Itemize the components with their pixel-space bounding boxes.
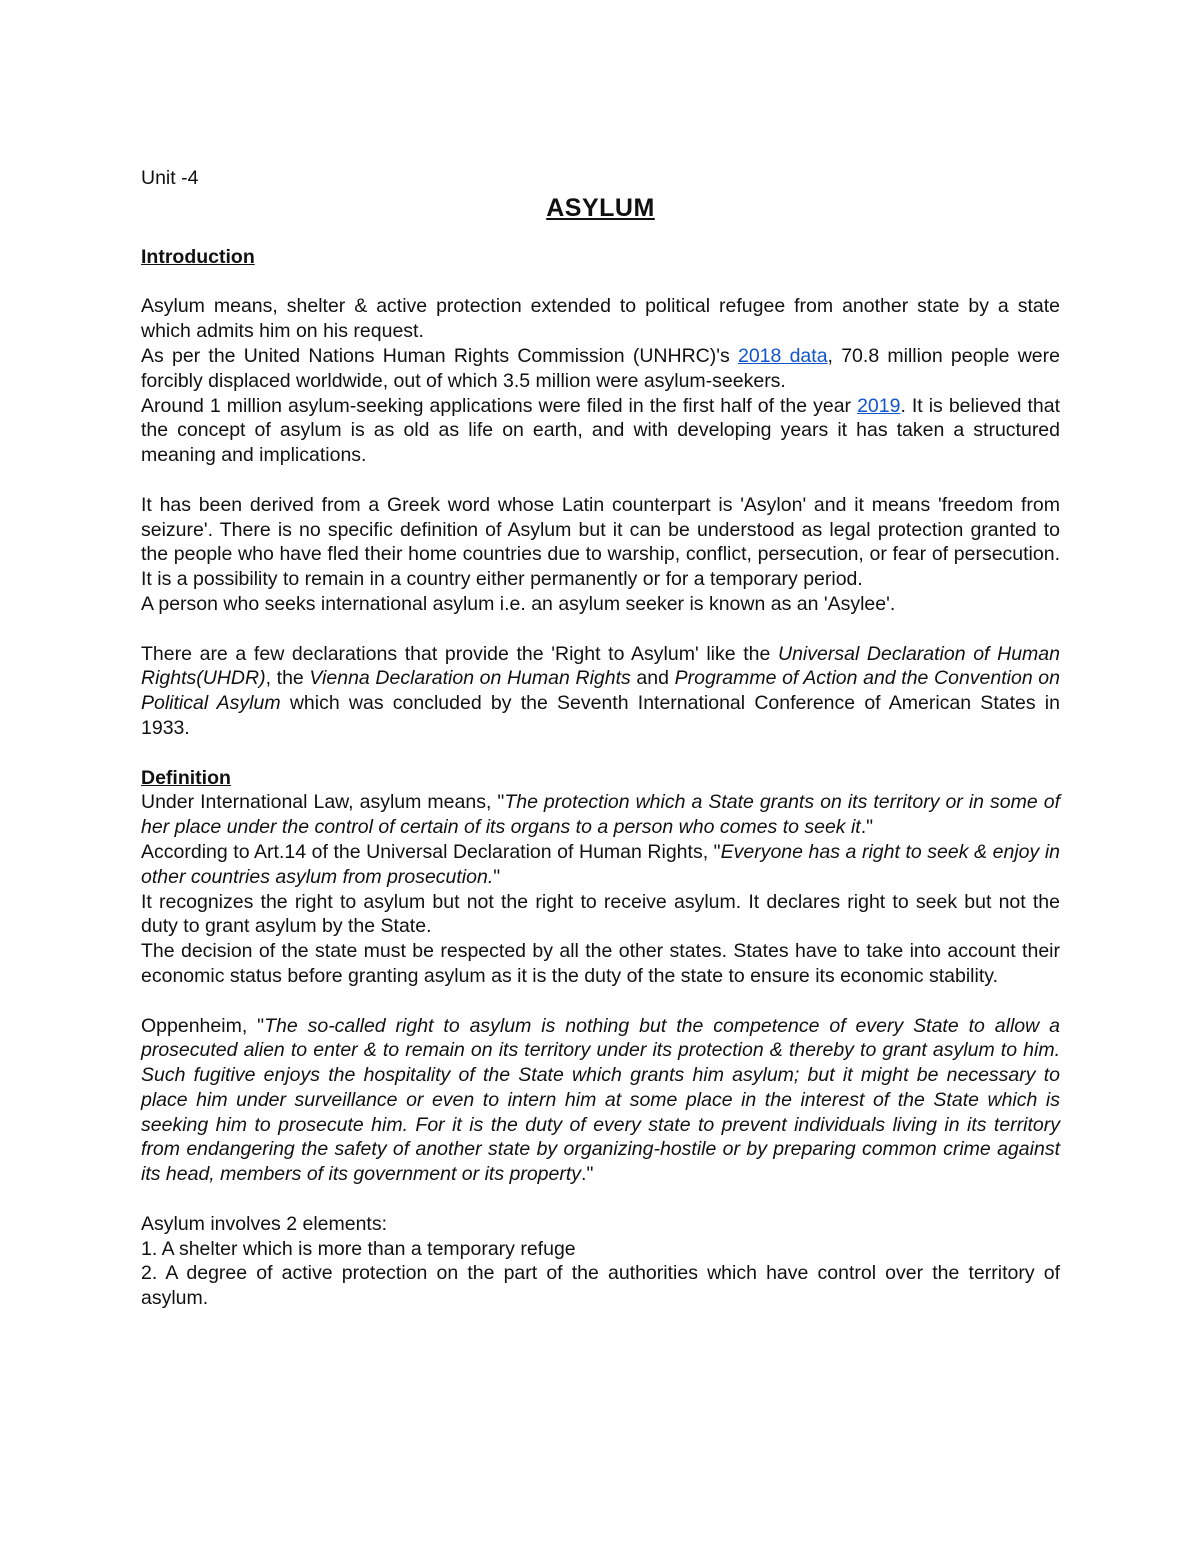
definition-paragraph-2 <box>141 840 1060 890</box>
link-2019[interactable]: 2019 <box>857 394 901 417</box>
elements-intro: Asylum involves 2 elements: <box>141 1212 388 1235</box>
text-span: ." <box>860 816 874 839</box>
unit-label: Unit -4 <box>141 167 199 189</box>
document-page <box>141 166 1060 1311</box>
text-span: As per the United Nations Human Rights Commission (UNHRC)'s <box>141 344 738 367</box>
italic-span: The so-called right to asylum is nothing but the competence of every State to allow a prosecuted alien to enter & to remain on its territory under its protection & thereby to grant asylum to him. Such fugitive enjoys the hospitality of the State which grants him asylum; but it might be necessary to place him under surveillance or even to intern him at some place in the interest of the State which is seeking him to prosecute him. For it is the duty of every state to prevent individuals living in its territory from endangering the safety of another state by organizing-hostile or by preparing common crime against its head, members of its government or its property <box>141 1014 1060 1186</box>
list-item: 2. A degree of active protection on the part of the authorities which have control over the territory of asylum. <box>141 1262 1060 1310</box>
text-span: , the <box>265 667 310 690</box>
introduction-heading: Introduction <box>141 245 255 268</box>
definition-paragraph-4: The decision of the state must be respected by all the other states. States have to take into account their economic status before granting asylum as it is the duty of the state to ensure its economic stability. <box>141 940 1060 987</box>
intro-paragraph-6 <box>141 642 1060 741</box>
definition-paragraph-1 <box>141 790 1060 840</box>
oppenheim-quote <box>141 1014 1060 1188</box>
intro-paragraph-3 <box>141 394 1060 468</box>
text-span: ." <box>581 1163 594 1186</box>
intro-paragraph-5: A person who seeks international asylum i.e. an asylum seeker is known as an 'Asylee'. <box>141 592 896 615</box>
text-span: According to Art.14 of the Universal Declaration of Human Rights, " <box>141 840 721 863</box>
italic-span: Universal Declaration of Human Rights(UHDR) <box>141 642 1060 690</box>
intro-paragraph-1: Asylum means, shelter & active protection extended to political refugee from another state by a state which admits him on his request. <box>141 295 1060 343</box>
definition-heading: Definition <box>141 766 231 789</box>
text-span: and <box>630 667 675 690</box>
text-span: Oppenheim, " <box>141 1014 265 1037</box>
document-title: ASYLUM <box>546 193 655 222</box>
text-span: . It is believed that the concept of asylum is as old as life on earth, and with developing years it has taken a structured meaning and implications. <box>141 394 1060 467</box>
italic-span: Vienna Declaration on Human Rights <box>309 667 631 690</box>
list-item: 1. A shelter which is more than a temporary refuge <box>141 1237 576 1260</box>
intro-paragraph-2 <box>141 344 1060 394</box>
text-span: There are a few declarations that provide the 'Right to Asylum' like the <box>141 642 778 665</box>
link-2018-data[interactable]: 2018 data <box>737 344 828 367</box>
italic-span: The protection which a State grants on its territory or in some of her place under the control of certain of its organs to a person who comes to seek it <box>141 791 1060 839</box>
text-span: Around 1 million asylum-seeking applications were filed in the first half of the year <box>141 394 858 417</box>
intro-paragraph-4: It has been derived from a Greek word whose Latin counterpart is 'Asylon' and it means 'freedom from seizure'. There is no specific definition of Asylum but it can be understood as legal protection granted to the people who have fled their home countries due to warship, conflict, persecution, or fear of persecution. It is a possibility to remain in a country either permanently or for a temporary period. <box>141 493 1060 591</box>
spacer <box>141 617 1060 642</box>
definition-paragraph-3: It recognizes the right to asylum but not the right to receive asylum. It declares right to seek but not the duty to grant asylum by the State. <box>141 890 1060 938</box>
spacer <box>141 989 1060 1014</box>
text-span: " <box>493 865 501 888</box>
spacer <box>141 468 1060 493</box>
text-span: Under International Law, asylum means, " <box>141 791 505 814</box>
text-span: , 70.8 million people were forcibly displaced worldwide, out of which 3.5 million were asylum-seekers. <box>141 344 1060 392</box>
italic-span: Programme of Action and the Convention on Political Asylum <box>141 667 1060 715</box>
spacer <box>141 270 1060 295</box>
spacer <box>141 1187 1060 1212</box>
text-span: which was concluded by the Seventh International Conference of American States in 1933. <box>141 692 1060 739</box>
italic-span: Everyone has a right to seek & enjoy in other countries asylum from prosecution. <box>141 840 1060 888</box>
spacer <box>141 741 1060 766</box>
